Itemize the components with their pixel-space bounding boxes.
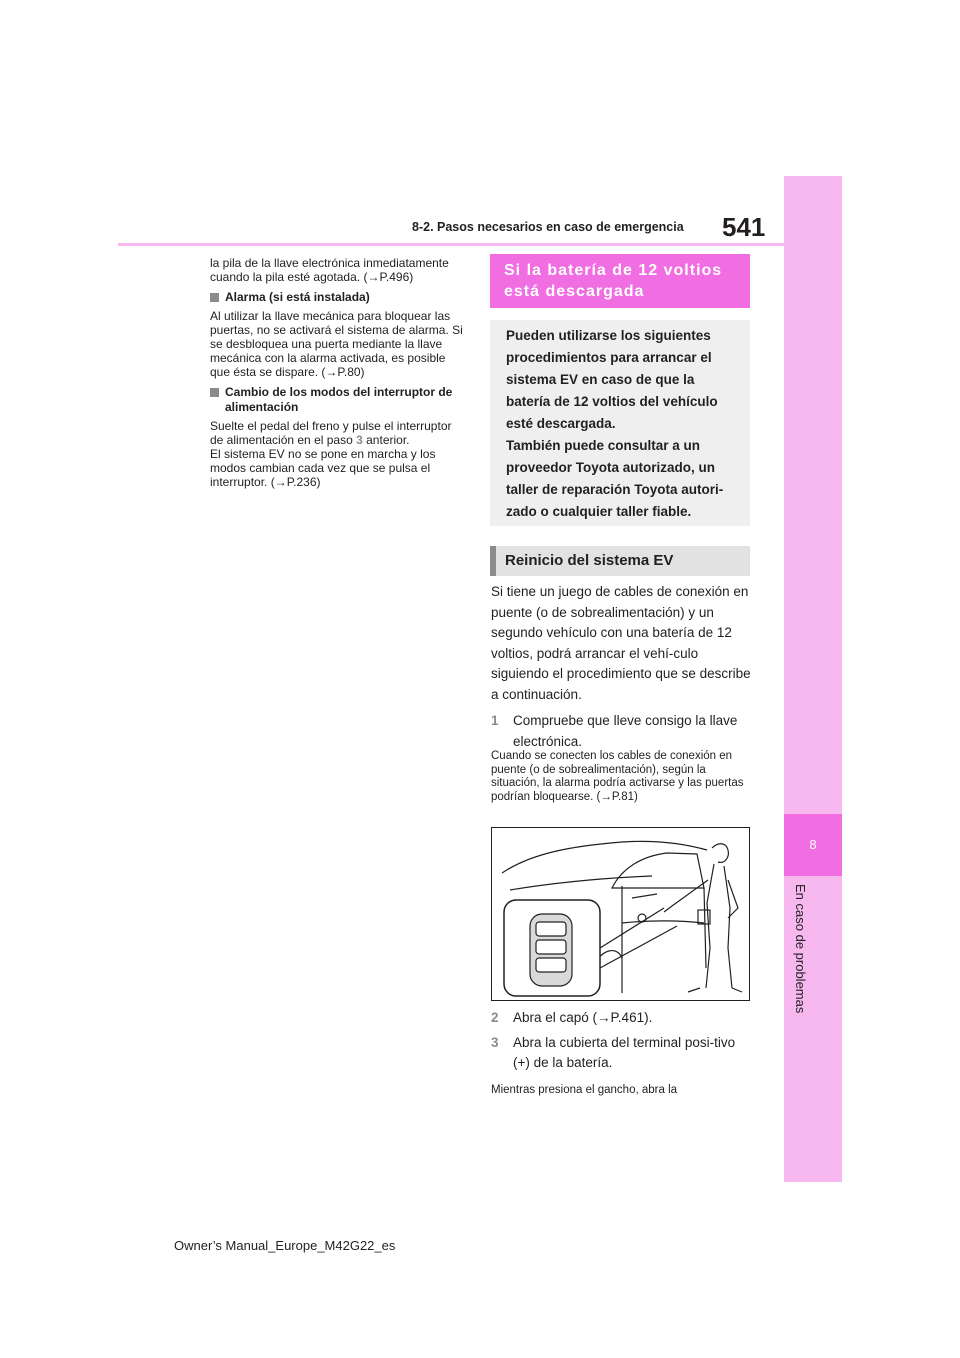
hook-note: Mientras presiona el gancho, abra la: [491, 1084, 678, 1096]
step-number: 1: [491, 713, 499, 728]
square-bullet-icon: [210, 388, 219, 397]
illustration-person-at-car-door: [491, 827, 750, 1001]
alarm-heading: [210, 290, 468, 305]
alarm-heading-text: Alarma (si está instalada): [225, 290, 370, 304]
step-text: Abra el capó (→P.461).: [513, 1010, 653, 1025]
car-door-illustration: [492, 828, 749, 1000]
header-divider: [118, 243, 784, 246]
alarm-note: Cuando se conecten los cables de conexión en puente (o de sobrealimentación), según la situación, la alarma podría activarse y las puertas podrían bloquearse. (→P.81): [491, 750, 744, 803]
section-heading: Reinicio del sistema EV: [490, 546, 750, 576]
step-text: Abra la cubierta del terminal posi-tivo (+) de la batería.: [513, 1034, 736, 1070]
page-number: 541: [722, 212, 766, 242]
step-number: 2: [491, 1010, 499, 1025]
alarm-paragraph: Al utilizar la llave mecánica para bloquear las puertas, no se activará el sistema de alarma. Si se desbloquea una puerta mediante la llave mecánica con la alarma activada, es posible que ésta se dispare. (→P.80): [210, 309, 463, 379]
modes-paragraph-2: El sistema EV no se pone en marcha y los modos cambian cada vez que se pulsa el interruptor. (→P.236): [210, 447, 436, 489]
footer-manual-id: Owner’s Manual_Europe_M42G22_es: [174, 1238, 396, 1253]
step-number: 3: [491, 1034, 499, 1050]
modes-paragraph: [210, 419, 468, 447]
procedure-intro: [491, 582, 751, 752]
topic-banner: Si la batería de 12 voltios está descargada: [490, 254, 750, 308]
modes-heading-text: Cambio de los modos del interruptor de alimentación: [225, 385, 453, 414]
info-box-paragraph-2: También puede consultar a un proveedor Toyota autorizado, un taller de reparación Toyota autori-zado o cualquier taller fiable.: [506, 438, 724, 519]
left-column: [210, 256, 468, 495]
step-3: [491, 1033, 751, 1074]
modes-text-part2: anterior.: [362, 433, 410, 447]
step-reference: 3: [356, 433, 363, 447]
intro-paragraph: la pila de la llave electrónica inmediatamente cuando la pila esté agotada. (→P.496): [210, 256, 449, 284]
chapter-side-tab: [784, 176, 842, 1182]
step-2: [491, 1008, 751, 1029]
square-bullet-icon: [210, 293, 219, 302]
step-1: [491, 711, 751, 752]
info-box-paragraph-1: Pueden utilizarse los siguientes procedimientos para arrancar el sistema EV en caso de que la batería de 12 voltios del vehículo esté descargada.: [506, 328, 718, 431]
chapter-number-tab[interactable]: 8: [784, 814, 842, 876]
section-title: 8-2. Pasos necesarios en caso de emergencia: [412, 220, 684, 234]
info-box: [490, 320, 750, 526]
step-text: Compruebe que lleve consigo la llave electrónica.: [513, 713, 738, 749]
modes-text-part1: Suelte el pedal del freno y pulse el interruptor de alimentación en el paso: [210, 419, 452, 447]
modes-heading: [210, 385, 468, 415]
chapter-title-vertical: En caso de problemas: [793, 884, 808, 1014]
intro-text: Si tiene un juego de cables de conexión en puente (o de sobrealimentación) y un segundo vehículo con una batería de 12 voltios, podrá arrancar el vehí-culo siguiendo el procedimiento que se describe a continuación.: [491, 584, 751, 702]
procedure-steps: [491, 1004, 751, 1074]
